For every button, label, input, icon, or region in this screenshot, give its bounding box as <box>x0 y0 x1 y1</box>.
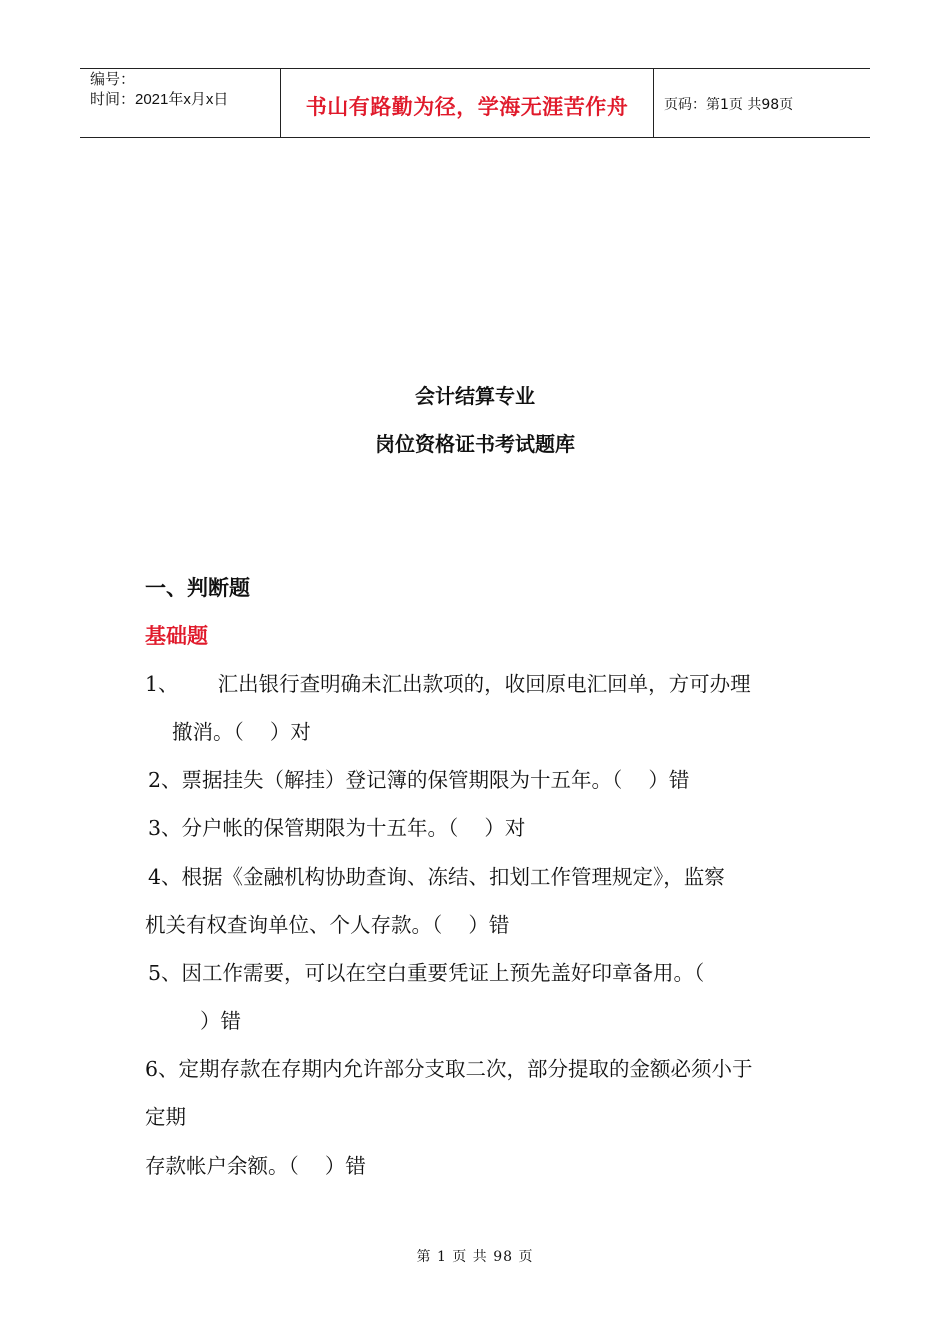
page-footer: 第 1 页 共 98 页 <box>416 1249 534 1265</box>
header-meta-cell <box>80 69 281 137</box>
question-line: 2、票据挂失（解挂）登记簿的保管期限为十五年。（ ）错 <box>148 768 690 792</box>
question-line: 3、分户帐的保管期限为十五年。（ ）对 <box>148 816 526 840</box>
page-info: 页码：第1页 共98页 <box>664 97 794 113</box>
question-line: 1、 汇出银行查明确未汇出款项的，收回原电汇回单，方可办理 <box>145 672 751 696</box>
question-line: 6、定期存款在存期内允许部分支取二次，部分提取的金额必须小于 <box>145 1057 753 1081</box>
section-heading: 一、判断题 <box>145 576 250 600</box>
header-motto-cell <box>281 69 654 137</box>
subsection-heading: 基础题 <box>145 624 208 648</box>
document-subtitle: 岗位资格证书考试题库 <box>375 432 575 456</box>
question-line: 5、因工作需要，可以在空白重要凭证上预先盖好印章备用。（ <box>148 961 705 985</box>
question-line: 存款帐户余额。（ ）错 <box>145 1154 366 1178</box>
time-label: 时间：2021年x月x日 <box>90 91 229 108</box>
question-line: 定期 <box>145 1105 186 1129</box>
header-page-cell <box>654 69 870 137</box>
document-header <box>80 68 870 138</box>
question-line: 撤消。（ ）对 <box>172 720 311 744</box>
question-line: 4、根据《金融机构协助查询、冻结、扣划工作管理规定》，监察 <box>148 865 725 889</box>
document-title: 会计结算专业 <box>415 384 535 408</box>
number-label: 编号： <box>90 71 136 88</box>
question-line: 机关有权查询单位、个人存款。（ ）错 <box>145 913 510 937</box>
motto: 书山有路勤为径，学海无涯苦作舟 <box>305 95 629 119</box>
question-line: ）错 <box>200 1009 241 1033</box>
